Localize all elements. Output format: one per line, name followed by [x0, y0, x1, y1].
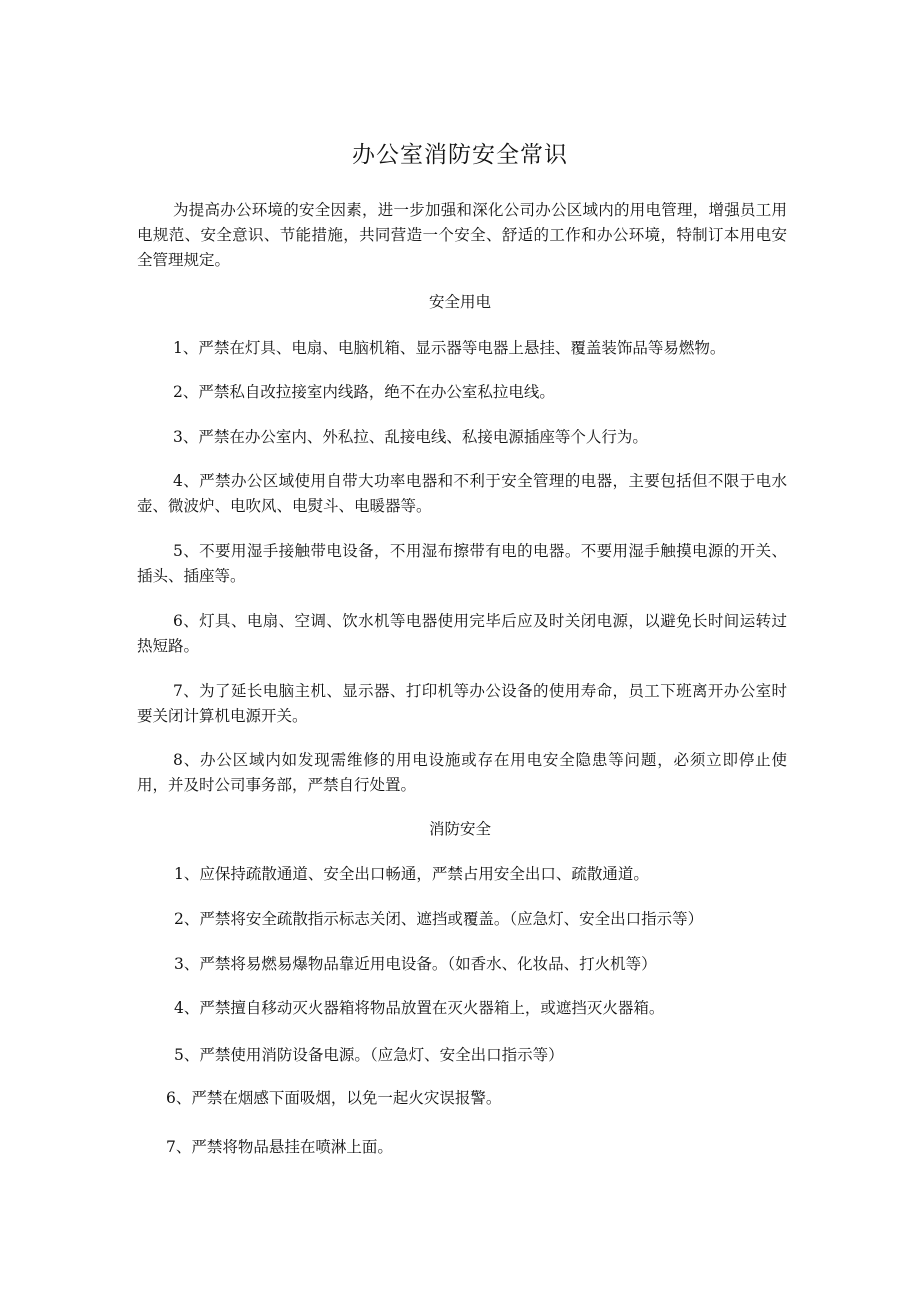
intro-paragraph: 为提高办公环境的安全因素，进一步加强和深化公司办公区域内的用电管理，增强员工用电规范、安全意识、节能措施，共同营造一个安全、舒适的工作和办公环境，特制订本用电安全管理规定。	[137, 201, 787, 269]
list-item: 2、严禁将安全疏散指示标志关闭、遮挡或覆盖。（应急灯、安全出口指示等）	[174, 910, 704, 928]
section-heading-electric: 安全用电	[428, 293, 491, 311]
list-item: 5、不要用湿手接触带电设备，不用湿布擦带有电的电器。不要用湿手触摸电源的开关、插头、插座等。	[137, 542, 787, 585]
list-item: 8、办公区域内如发现需维修的用电设施或存在用电安全隐患等问题，必须立即停止使用，并及时公司事务部，严禁自行处置。	[137, 751, 787, 794]
list-item: 7、严禁将物品悬挂在喷淋上面。	[166, 1138, 393, 1156]
list-item: 4、严禁擅自移动灭火器箱将物品放置在灭火器箱上，或遮挡灭火器箱。	[174, 999, 665, 1017]
list-item: 3、严禁在办公室内、外私拉、乱接电线、私接电源插座等个人行为。	[173, 428, 648, 446]
list-item: 4、严禁办公区域使用自带大功率电器和不利于安全管理的电器，主要包括但不限于电水壶、微波炉、电吹风、电熨斗、电暖器等。	[137, 472, 787, 515]
document-title: 办公室消防安全常识	[352, 142, 568, 168]
list-item: 6、严禁在烟感下面吸烟，以免一起火灾误报警。	[166, 1089, 502, 1107]
section-heading-fire: 消防安全	[428, 820, 491, 838]
list-item: 1、应保持疏散通道、安全出口畅通，严禁占用安全出口、疏散通道。	[174, 865, 649, 883]
list-item: 5、严禁使用消防设备电源。（应急灯、安全出口指示等）	[174, 1046, 564, 1064]
list-item: 2、严禁私自改拉接室内线路，绝不在办公室私拉电线。	[173, 383, 555, 401]
list-item: 1、严禁在灯具、电扇、电脑机箱、显示器等电器上悬挂、覆盖装饰品等易燃物。	[173, 339, 726, 357]
list-item: 3、严禁将易燃易爆物品靠近用电设备。（如香水、化妆品、打火机等）	[174, 955, 657, 973]
list-item: 6、灯具、电扇、空调、饮水机等电器使用完毕后应及时关闭电源，以避免长时间运转过热短路。	[137, 612, 787, 655]
list-item: 7、为了延长电脑主机、显示器、打印机等办公设备的使用寿命，员工下班离开办公室时要关闭计算机电源开关。	[137, 682, 787, 725]
